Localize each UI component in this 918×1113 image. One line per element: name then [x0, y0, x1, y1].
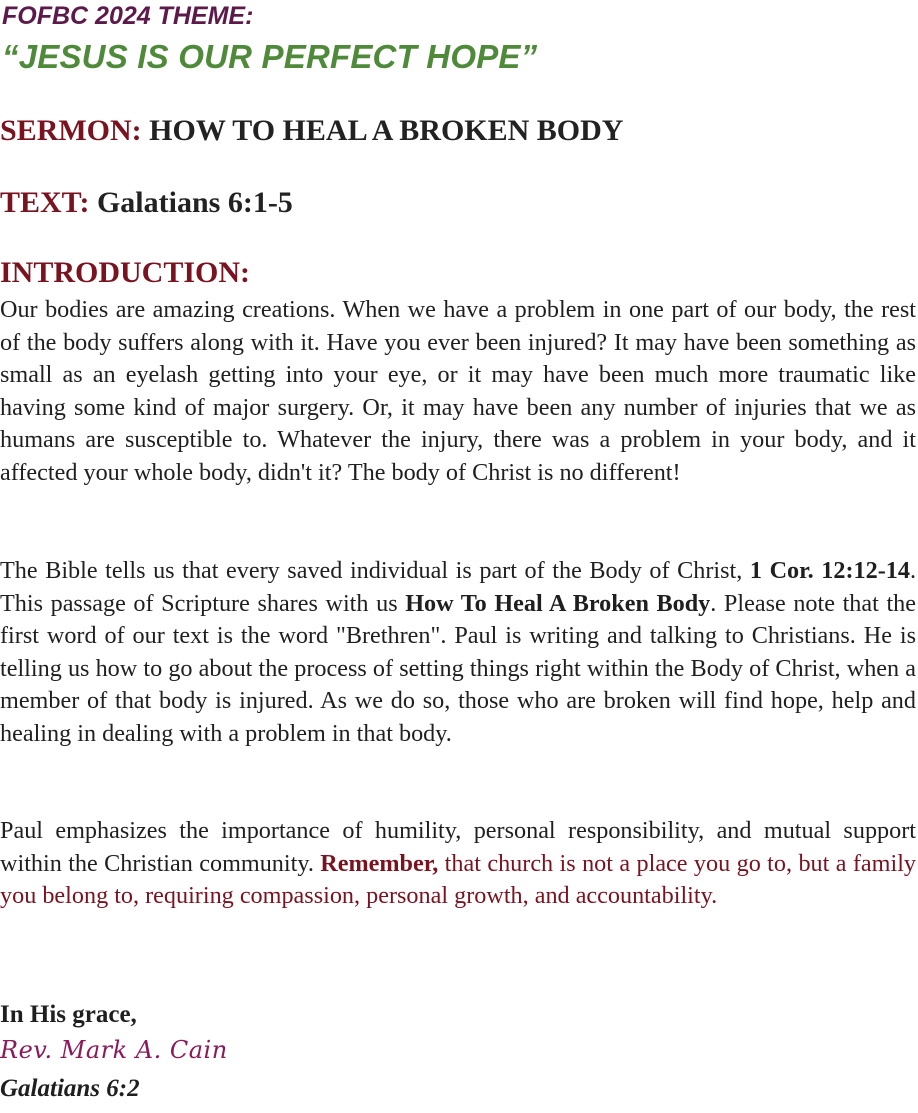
intro-paragraph-2: [0, 555, 916, 751]
text-heading: [0, 186, 293, 220]
sermon-label: SERMON:: [0, 114, 142, 147]
theme-label: FOFBC 2024 THEME:: [2, 2, 254, 30]
theme-title: “JESUS IS OUR PERFECT HOPE”: [2, 38, 538, 75]
text-label: TEXT:: [0, 186, 90, 219]
pastor-signature: Rev. Mark A. Cain: [0, 1036, 228, 1064]
p2-text-2: . This passage of Scripture shares with us: [0, 557, 917, 617]
p3-text-2: that church is not a place you go to, but a family you belong to, requiring compassion, personal growth, and accountability.: [0, 849, 917, 910]
p3-text-1: Paul emphasizes the importance of humility, personal responsibility, and mutual support within the Christian community.: [0, 817, 916, 877]
scripture-reference: 1 Cor. 12:12-14: [749, 557, 910, 584]
intro-paragraph-3: [0, 815, 916, 913]
p2-text-1: The Bible tells us that every saved individual is part of the Body of Christ,: [0, 557, 750, 584]
closing-salutation: In His grace,: [0, 1001, 137, 1028]
text-reference: Galatians 6:1-5: [96, 186, 293, 219]
sermon-title: HOW TO HEAL A BROKEN BODY: [149, 114, 624, 147]
remember-emphasis: Remember,: [320, 849, 439, 877]
signature-reference: Galatians 6:2: [0, 1075, 140, 1102]
introduction-heading: INTRODUCTION:: [0, 256, 251, 289]
sermon-emphasis: How To Heal A Broken Body: [405, 589, 711, 617]
intro-paragraph-1: Our bodies are amazing creations. When we have a problem in one part of our body, the rest of the body suffers along with it. Have you ever been injured? It may have been something as small as an eyelash getting into your eye, or it may have been much more traumatic like having some kind of major surgery. Or, it may have been any number of injuries that we as humans are susceptible to. Whatever the injury, there was a problem in your body, and it affected your whole body, didn't it? The body of Christ is no different!: [0, 296, 916, 486]
sermon-heading: [0, 114, 623, 148]
p2-text-3: . Please note that the first word of our text is the word "Brethren". Paul is writing and talking to Christians. He is telling us how to go about the process of setting things right within the Body of Christ, when a member of that body is injured. As we do so, those who are broken will find hope, help and healing in dealing with a problem in that body.: [0, 589, 916, 747]
